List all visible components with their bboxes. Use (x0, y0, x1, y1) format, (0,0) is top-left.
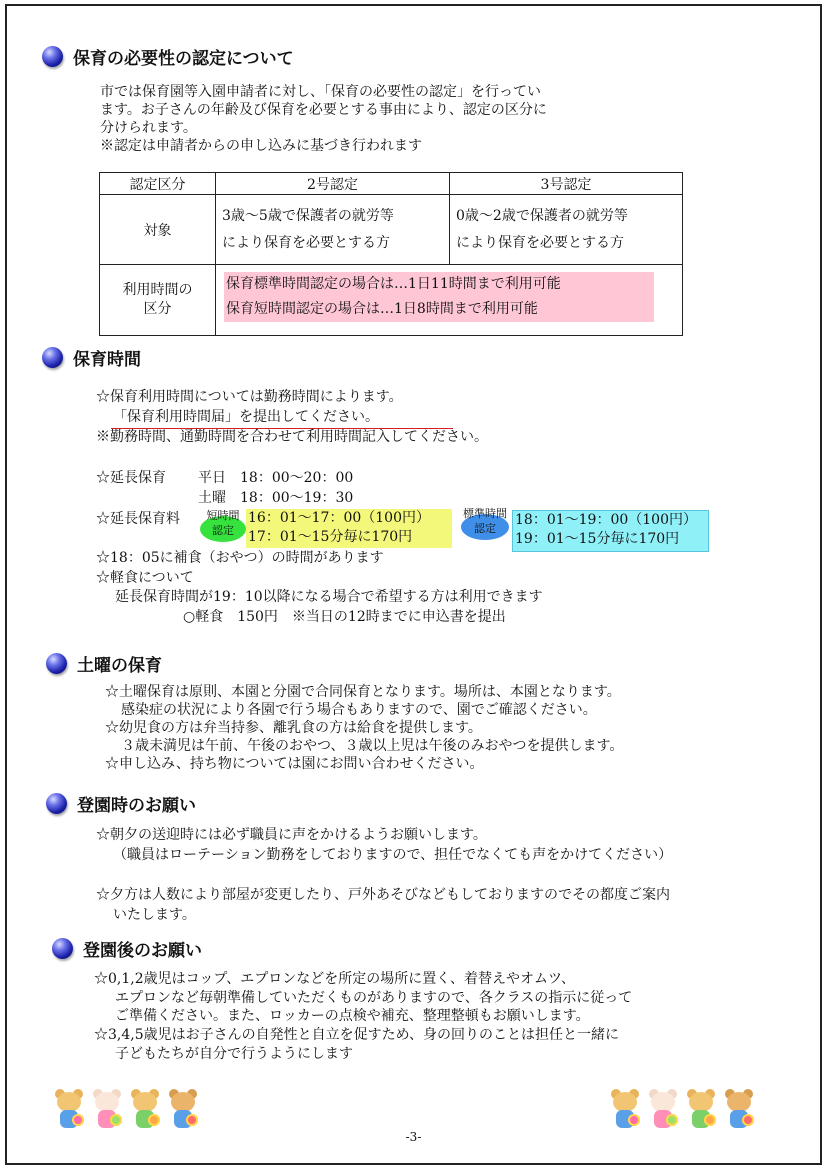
badge-line: 認定 (212, 524, 234, 537)
blue-ball-bullet-icon (46, 653, 67, 674)
table-row-hours (100, 265, 683, 336)
certification-table (99, 172, 683, 336)
blue-ball-bullet-icon (42, 46, 63, 67)
bear-illustration-left (52, 1084, 204, 1132)
after-line: ☆3,4,5歳児はお子さんの自発性と自立を促すため、身の回りのことは担任と一緒に (94, 1027, 620, 1043)
section-heading-after-arrival (52, 936, 202, 961)
cell-line: 3歳～5歳で保護者の就労等 (222, 207, 394, 224)
fee-line: 17：01～15分毎に170円 (248, 529, 413, 545)
arrival-line: ☆夕方は人数により部屋が変更したり、戸外あそびなどもしておりますのでその都度ご案内 (96, 887, 670, 903)
row-label-line: 区分 (143, 301, 172, 317)
saturday-line: ☆土曜保育は原則、本園と分園で合同保育となります。場所は、本園となります。 (105, 684, 621, 700)
snack-line: ☆18：05に補食（おやつ）の時間があります (96, 550, 384, 566)
extension-label: ☆延長保育 (96, 470, 166, 486)
hours-line: ☆保育利用時間については勤務時間によります。 (96, 389, 403, 405)
intro-line: 分けられます。 (100, 120, 197, 136)
after-line: ☆0,1,2歳児はコップ、エプロンなどを所定の場所に置く、着替えやオムツ、 (94, 971, 575, 987)
fee-label: ☆延長保育料 (96, 511, 180, 527)
table-header-row (100, 173, 683, 195)
arrival-line: （職員はローテーション勤務をしておりますので、担任でなくても声をかけてください） (113, 847, 673, 863)
table-header-cell: 2号認定 (216, 173, 450, 195)
hours-line: 保育短時間認定の場合は…1日8時間まで利用可能 (226, 301, 538, 317)
intro-line: ます。お子さんの年齢及び保育を必要とする事由により、認定の区分に (100, 102, 547, 118)
saturday-line: ☆幼児食の方は弁当持参、離乳食の方は給食を提供します。 (105, 720, 482, 736)
after-line: ご準備ください。また、ロッカーの点検や補充、整理整頓もお願いします。 (115, 1008, 590, 1024)
bear-icon (128, 1088, 162, 1132)
bear-icon (608, 1088, 642, 1132)
light-meal-line: ☆軽食について (96, 570, 194, 586)
intro-line: 市では保育園等入園申請者に対し、「保育の必要性の認定」を行ってい (100, 84, 541, 100)
heading-text: 土曜の保育 (77, 656, 162, 676)
bear-icon (166, 1088, 200, 1132)
bear-icon (90, 1088, 124, 1132)
arrival-line: ☆朝夕の送迎時には必ず職員に声をかけるようお願いします。 (96, 827, 487, 843)
bear-icon (684, 1088, 718, 1132)
cell-line: 0歳～2歳で保護者の就労等 (456, 207, 628, 224)
heading-text: 登園時のお願い (77, 796, 196, 816)
short-time-fees (246, 509, 452, 548)
light-meal-detail: 延長保育時間が19：10以降になる場合で希望する方は利用できます (115, 589, 543, 605)
page-number: -3- (405, 1130, 422, 1144)
heading-text: 登園後のお願い (83, 941, 202, 961)
after-line: エプロンなど毎朝準備していただくものがありますので、各クラスの指示に従って (115, 990, 633, 1006)
fee-line: 16：01～17：00（100円） (248, 510, 430, 526)
light-meal-price: ○軽食 150円 ※当日の12時までに申込書を提出 (183, 609, 506, 625)
cell-line: により保育を必要とする方 (222, 234, 390, 251)
blue-ball-bullet-icon (46, 793, 67, 814)
section-heading-certification (42, 44, 294, 69)
standard-time-badge (461, 507, 509, 540)
table-row-target (100, 195, 683, 265)
saturday-line: ☆申し込み、持ち物については園にお問い合わせください。 (105, 756, 484, 772)
section-heading-saturday (46, 651, 162, 676)
saturday-line: ３歳未満児は午前、午後のおやつ、３歳以上児は午後のみおやつを提供します。 (121, 738, 624, 754)
target-2go-cell (216, 195, 450, 265)
intro-note: ※認定は申請者からの申し込みに基づき行われます (100, 138, 422, 154)
saturday-line: 感染症の状況により各園で行う場合もありますので、園でご確認ください。 (121, 702, 597, 718)
badge-line: 標準時間 (463, 507, 507, 520)
fee-line: 19：01～15分毎に170円 (515, 531, 680, 547)
blue-ball-bullet-icon (42, 347, 63, 368)
short-time-badge (200, 509, 246, 542)
target-3go-cell (450, 195, 683, 265)
row-label: 対象 (100, 195, 216, 265)
heading-text: 保育時間 (73, 350, 141, 370)
weekday-hours: 平日 18：00～20：00 (198, 470, 354, 486)
hours-highlight (224, 272, 654, 322)
section-heading-hours (42, 345, 141, 370)
hours-submit-line: 「保育利用時間届」を提出してください。 (113, 409, 379, 425)
standard-time-fees (512, 510, 709, 552)
table-header-cell: 認定区分 (100, 173, 216, 195)
bear-icon (646, 1088, 680, 1132)
row-label (100, 265, 216, 336)
saturday-hours: 土曜 18：00～19：30 (198, 490, 354, 506)
table-header-cell: 3号認定 (450, 173, 683, 195)
hours-note: ※勤務時間、通勤時間を合わせて利用時間記入してください。 (96, 429, 488, 445)
blue-ball-bullet-icon (52, 938, 73, 959)
bear-icon (722, 1088, 756, 1132)
bear-icon (52, 1088, 86, 1132)
hours-line: 保育標準時間認定の場合は…1日11時間まで利用可能 (226, 276, 561, 292)
hours-cell (216, 265, 683, 336)
cell-line: により保育を必要とする方 (456, 234, 624, 251)
badge-line: 認定 (474, 522, 496, 535)
bear-illustration-right (608, 1084, 760, 1132)
fee-line: 18：01～19：00（100円） (515, 512, 697, 528)
row-label-line: 利用時間の (122, 282, 193, 298)
section-heading-arrival (46, 791, 196, 816)
heading-text: 保育の必要性の認定について (73, 49, 294, 69)
after-line: 子どもたちが自分で行うようにします (115, 1046, 353, 1062)
badge-line: 短時間 (206, 509, 240, 522)
arrival-line: いたします。 (113, 907, 196, 923)
